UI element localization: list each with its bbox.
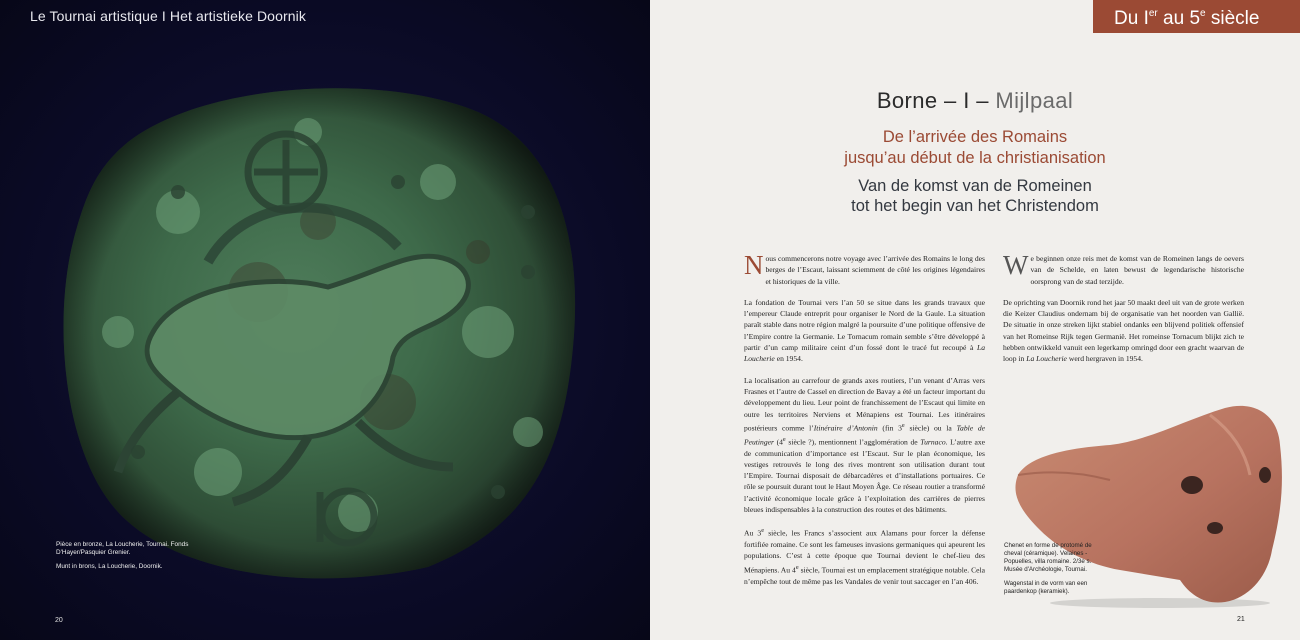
right-page <box>650 0 1300 640</box>
coin-caption-fr: Pièce en bronze, La Loucherie, Tournai. Fonds D'Hayer/Pasquier Grenier. <box>56 541 189 557</box>
paragraph <box>1003 250 1244 287</box>
superscript: e <box>795 563 799 571</box>
title-fr: Borne – I – <box>876 88 996 113</box>
bronze-coin-image <box>58 72 578 582</box>
paragraph-text: La localisation au carrefour de grands axes routiers, l’un venant d’Arras vers Frasnes et l’autre de Cassel en direction de Bavay a été un facteur important du développement du lieu. Leur point de franchissement de l’Escaut qui limite en outre les territoires Nerviens et Ménapiens est Tournai. Les itinéraires postérieurs comme l’ <box>744 375 985 433</box>
paragraph <box>1003 297 1244 365</box>
title-nl: Mijlpaal <box>995 88 1074 113</box>
tab-prefix: Du I <box>1114 8 1149 29</box>
coin-caption <box>56 541 206 578</box>
emphasis: La Loucherie <box>1026 354 1067 364</box>
tab-sup1: er <box>1148 8 1158 19</box>
coin-caption-nl: Munt in brons, La Loucherie, Doornik. <box>56 563 163 571</box>
paragraph-text: siècle, Tournai est un emplacement stratégique notable. Cela n’empêche tout de même pas les Vandales de venir tout saccager en l’an 406. <box>744 565 985 586</box>
text-column-fr <box>744 250 986 597</box>
paragraph-text: (4 <box>773 437 783 447</box>
paragraph-text: Au 3 <box>744 528 762 538</box>
tab-middle: au 5 <box>1157 8 1201 29</box>
artifact-caption-nl: Wagenstal in de vorm van een paardenkop (keramiek). <box>1004 580 1088 595</box>
dropcap: W <box>1003 250 1029 280</box>
paragraph-text: siècle) ou la <box>904 423 957 433</box>
paragraph-text: ous commencerons notre voyage avec l’arrivée des Romains le long des berges de l’Escaut, laissant sciemment de côté les origines légendaires et historiques de la ville. <box>765 254 985 286</box>
artifact-caption <box>1004 542 1099 602</box>
emphasis: Turnaco <box>920 437 946 447</box>
paragraph <box>744 525 985 587</box>
superscript: e <box>901 421 905 429</box>
running-head: Le Tournai artistique I Het artistieke Doornik <box>30 8 306 24</box>
paragraph-text: e beginnen onze reis met de komst van de Romeinen langs de oevers van de Schelde, en laten bewust de legendarische historische oorsprong van de stad terzijde. <box>1030 254 1244 286</box>
dropcap: N <box>744 250 764 280</box>
paragraph-text: De oprichting van Doornik rond het jaar 50 maakt deel uit van de grote werken die Keizer Claudius ondernam bij de organisatie van het noorden van Gallië. De situatie in onze streken lijkt stabiel ondanks een blijvend politiek offensief van het Romeinse Rijk tegen Germanië. Het romeinse Tornacum blijkt zich te hebben ontwikkeld vanuit een legerkamp omringd door een gracht waarvan de loop in <box>1003 297 1244 364</box>
page-number-right: 21 <box>1237 616 1245 623</box>
superscript: e <box>782 435 786 443</box>
paragraph-text: La fondation de Tournai vers l’an 50 se situe dans les grands travaux que l’empereur Claude entreprit pour organiser le Nord de la Gaule. La situation paraît stable dans notre région malgré la poursuite d’une politique offensive de l’Empire contre la Germanie. Le Tornacum romain semble s’être développé à partir d’un camp militaire ceint d’un fossé dont le tracé fut recoupé à <box>744 297 985 353</box>
subtitle-fr <box>650 127 1300 169</box>
emphasis: La Loucherie <box>744 343 985 364</box>
subtitle-nl <box>650 176 1300 216</box>
tab-suffix: siècle <box>1205 8 1260 29</box>
paragraph-text: siècle, les Francs s’associent aux Alamans pour forcer la défense fortifiée romaine. Ce sont les fameuses invasions germaniques qui apeurent les populations. C’est à cette époque que Tournai devient le chef-lieu des Ménapiens. Au 4 <box>744 528 985 575</box>
page-number-left: 20 <box>55 617 63 624</box>
text-column-nl <box>1003 250 1244 375</box>
paragraph-text: (fin 3 <box>877 423 902 433</box>
subtitle-fr-line: De l’arrivée des Romains <box>882 128 1068 146</box>
subtitle-fr-line: jusqu’au début de la christianisation <box>844 149 1106 167</box>
superscript: e <box>761 527 765 535</box>
paragraph-text: siècle ?), mentionnent l’agglomération de <box>785 437 921 447</box>
subtitle-nl-line: Van de komst van de Romeinen <box>858 177 1092 195</box>
paragraph-text: werd hergraven in 1954. <box>1066 354 1143 364</box>
section-tab <box>1093 0 1300 33</box>
tab-sup2: e <box>1200 8 1206 19</box>
paragraph <box>744 375 985 516</box>
emphasis: Itinéraire d’Antonin <box>813 423 878 433</box>
emphasis: Table de Peutinger <box>744 423 986 447</box>
paragraph-text: en 1954. <box>774 354 803 364</box>
paragraph <box>744 297 985 365</box>
paragraph <box>744 250 985 287</box>
page-title <box>650 88 1300 114</box>
subtitle-nl-line: tot het begin van het Christendom <box>851 197 1099 215</box>
paragraph-text: . L’autre axe de communication d’importance est l’Escaut. Sur le plan économique, les vestiges retrouvés le long des rives montrent son utilisation durant tout l’Empire. Tournai disposait de débarcadères et d’installations portuaires. Ce rôle se poursuit durant tout le Haut Moyen Âge. Ce réseau routier a transformé l’activité économique locale grâce à l’exploitation des carrières de pierres bleues indispensables à la construction des routes et des bâtiments. <box>744 437 985 514</box>
artifact-caption-fr: Chenet en forme de protomé de cheval (céramique). Velaines - Popuelles, villa romaine. 2/3e s. Musée d'Archéologie, Tournai. <box>1004 542 1092 573</box>
